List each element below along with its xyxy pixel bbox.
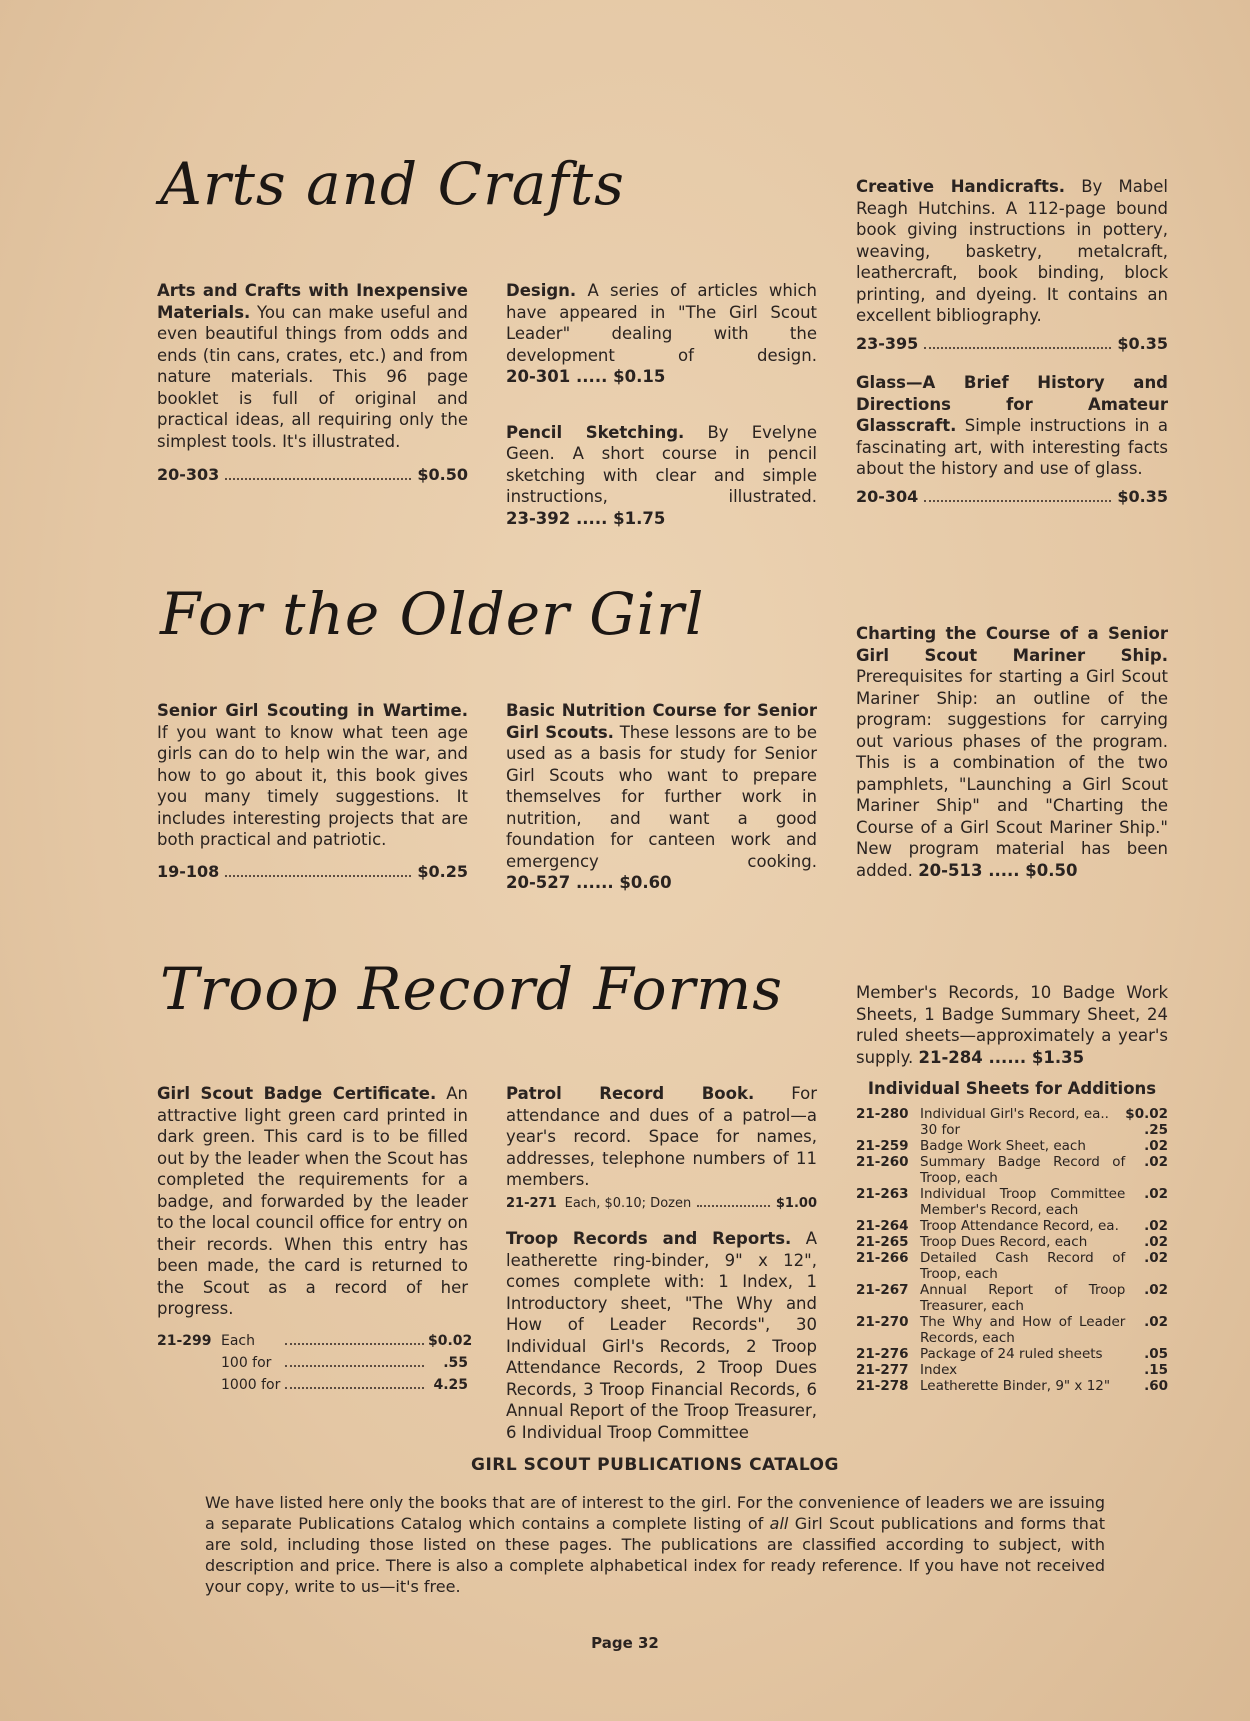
older-item-1-price-line: [157, 861, 468, 883]
older-item-1-title: Senior Girl Scouting in Wartime.: [157, 701, 468, 720]
badge-row: [157, 1352, 468, 1374]
sheet-code: 21-270: [856, 1313, 909, 1330]
arts-item-5-price-line: [856, 486, 1168, 508]
sheets-subhead: Individual Sheets for Additions: [867, 1079, 1157, 1098]
badge-row-price: 4.25: [433, 1376, 468, 1393]
sheets-table: [856, 1106, 1168, 1394]
table-row: [856, 1138, 1168, 1154]
troop-col-1: [157, 1083, 473, 1424]
sheet-desc: Detailed Cash Record of Troop, each: [920, 1249, 1126, 1282]
sheet-price: .02: [1144, 1153, 1168, 1170]
arts-item-4-title: Creative Handicrafts.: [856, 177, 1066, 196]
older-item-1-body: If you want to know what teen age girls can do to help win the war, and how to go about it, this book gives you many timely suggestions. It includes interesting projects that are both practical and patriotic.: [157, 722, 468, 849]
table-row: [856, 1154, 1168, 1186]
sheet-price: .02: [1144, 1313, 1168, 1330]
sheet-price: .02: [1144, 1281, 1168, 1298]
arts-item-3: Pencil Sketching. By Evelyne Geen. A short course in pencil sketching with clear and simple instructions, illustrated. 23-392 ..... $1.75: [506, 422, 817, 528]
leader-dots: [285, 1365, 424, 1367]
arts-col-3: [856, 176, 1168, 535]
sheet-code: 21-280: [856, 1105, 909, 1122]
sheet-desc: Annual Report of Troop Treasurer, each: [920, 1281, 1126, 1314]
older-item-2-body: These lessons are to be used as a basis for study for Senior Girl Scouts who want to prepare themselves for further work in nutrition, and want a good foundation for canteen work and emergency cooking.: [506, 722, 817, 871]
patrol-record-book: [506, 1083, 817, 1214]
badge-row: [157, 1374, 468, 1396]
sheet-code: 21-264: [856, 1217, 909, 1234]
sheet-code: 21-276: [856, 1345, 909, 1362]
sheet-code: 21-278: [856, 1377, 909, 1394]
older-item-3-body: Prerequisites for starting a Girl Scout Mariner Ship: an outline of the program: suggestions for carrying out various phases of the program. This is a combination of the two pamphlets, "Launching a Girl Scout Mariner Ship" and "Charting the Course of a Girl Scout Mariner Ship." New program material has been added.: [856, 667, 1168, 880]
arts-col-1: [157, 280, 468, 514]
badge-row-price: .55: [443, 1354, 468, 1371]
badge-certificate: [157, 1083, 473, 1396]
sheet-code: 21-266: [856, 1249, 909, 1266]
sheet-price: .02: [1144, 1217, 1168, 1234]
arts-item-5-price: $0.35: [1117, 486, 1168, 506]
sheet-code: 21-260: [856, 1153, 909, 1170]
older-item-1-code: 19-108: [157, 861, 220, 881]
arts-heading: Arts and Crafts: [160, 150, 625, 218]
leader-dots: [697, 1205, 770, 1207]
catalog-body-2: Girl Scout publications and forms that are sold, including those listed on these pages. The publications are classified according to subject, with description and price. There is also a complete alphabetical index for ready reference. If you have not received your copy, write to us—it's free.: [205, 1514, 1106, 1596]
badge-price-table: [157, 1330, 473, 1396]
troop-records-reports: [506, 1228, 817, 1443]
arts-item-2: Design. A series of articles which have appeared in "The Girl Scout Leader" dealing with the development of design. 20-301 ..... $0.15: [506, 281, 817, 386]
arts-item-2-code: 20-301: [506, 367, 571, 386]
arts-item-1-body: You can make useful and even beautiful things from odds and ends (tin cans, crates, etc.) and from nature materials. This 96 page booklet is full of original and practical ideas, all requiring only the simplest tools. It's illustrated.: [157, 302, 468, 451]
sheet-price: .60: [1144, 1377, 1168, 1394]
patrol-price: $1.00: [775, 1195, 817, 1211]
arts-item-5-title: Glass—A Brief History and Directions for Amateur Glasscraft.: [856, 373, 1168, 435]
sheet-price: $0.02: [1125, 1105, 1168, 1122]
arts-col-2: [506, 280, 817, 557]
sheet-price: .02: [1144, 1137, 1168, 1154]
sheet-code: 21-277: [856, 1361, 909, 1378]
arts-item-3-title: Pencil Sketching.: [506, 422, 685, 442]
page-number: Page 32: [591, 1634, 659, 1652]
older-item-1: [157, 700, 468, 882]
badge-row-label: Each: [221, 1332, 255, 1349]
sheet-desc: Package of 24 ruled sheets: [920, 1345, 1103, 1362]
sheet-desc: Individual Girl's Record, ea..: [920, 1105, 1109, 1122]
table-row: [856, 1378, 1168, 1394]
leader-dots: [225, 875, 411, 877]
older-item-2-code: 20-527: [506, 873, 571, 892]
older-item-3-title: Charting the Course of a Senior Girl Scout Mariner Ship.: [856, 624, 1168, 665]
arts-item-1-price-line: [157, 464, 468, 486]
sheet-code: 21-259: [856, 1137, 909, 1154]
sheet-desc: Individual Troop Committee Member's Record, each: [920, 1185, 1126, 1218]
older-col-2: [506, 700, 817, 922]
catalog-body-1: We have listed here only the books that are of interest to the girl. For the convenience of leaders we are issuing a separate Publications Catalog which contains a complete listing of: [205, 1493, 1105, 1533]
troop-heading: Troop Record Forms: [160, 955, 783, 1023]
arts-item-3-code: 23-392: [506, 508, 571, 528]
arts-item-3-price: $1.75: [613, 508, 666, 528]
troop-col-2: [506, 1083, 817, 1471]
older-item-3-price: $0.50: [1025, 860, 1078, 880]
arts-item-2-title: Design.: [506, 281, 577, 300]
sheet-desc: Summary Badge Record of Troop, each: [920, 1153, 1126, 1186]
older-item-2-price: $0.60: [619, 873, 672, 892]
sheet-desc: 30 for: [920, 1121, 961, 1138]
patrol-body: For attendance and dues of a patrol—a year's record. Space for names, addresses, telephone numbers of 11 members.: [506, 1084, 817, 1189]
patrol-title: Patrol Record Book.: [506, 1084, 755, 1103]
arts-item-4-code: 23-395: [856, 333, 919, 353]
arts-item-4-price-line: [856, 333, 1168, 355]
sheet-price: .15: [1144, 1361, 1168, 1378]
sheet-desc: Index: [920, 1361, 958, 1378]
badge-body: An attractive light green card printed in dark green. This card is to be filled out by the leader when the Scout has completed the requirements for a badge, and forwarded by the leader to the local council office for entry on their records. When this entry has been made, the card is returned to the Scout as a record of her progress.: [157, 1084, 468, 1318]
arts-item-1: [157, 280, 468, 486]
arts-item-1-title: Arts and Crafts with Inexpensive Materials.: [157, 281, 468, 322]
older-item-3-code: 20-513: [918, 860, 983, 880]
reports-title: Troop Records and Reports.: [506, 1229, 792, 1248]
arts-item-1-price: $0.50: [417, 465, 468, 484]
table-row: [856, 1218, 1168, 1234]
catalog-body-em: all: [769, 1514, 789, 1533]
reports-continued: Member's Records, 10 Badge Work Sheets, 1 Badge Summary Sheet, 24 ruled sheets—approximately a year's supply.: [856, 983, 1168, 1067]
sheet-desc: Troop Dues Record, each: [920, 1233, 1088, 1250]
sheet-desc: Leatherette Binder, 9" x 12": [920, 1377, 1111, 1394]
arts-item-3-body: By Evelyne Geen. A short course in pencil sketching with clear and simple instructions, illustrated.: [506, 422, 817, 506]
sheet-code: [856, 1122, 920, 1138]
catalog-note: [205, 1455, 1105, 1597]
arts-item-5-body: Simple instructions in a fascinating art, with interesting facts about the history and use of glass.: [856, 416, 1168, 478]
arts-item-5-code: 20-304: [856, 486, 919, 506]
table-row: [856, 1186, 1168, 1218]
patrol-code: 21-271: [506, 1195, 557, 1211]
table-row: [856, 1122, 1168, 1138]
older-col-3: [856, 623, 1168, 909]
older-col-1: [157, 700, 468, 910]
badge-code: 21-299: [157, 1332, 212, 1349]
badge-title: Girl Scout Badge Certificate.: [157, 1084, 437, 1103]
leader-dots: [924, 347, 1111, 349]
older-item-3: Charting the Course of a Senior Girl Scout Mariner Ship. Prerequisites for starting a Girl Scout Mariner Ship: an outline of the program: suggestions for carrying out various phases of the program. This is a combination of the two pamphlets, "Launching a Girl Scout Mariner Ship" and "Charting the Course of a Girl Scout Mariner Ship." New program material has been added. 20-513 ..... $0.50: [856, 624, 1168, 880]
patrol-price-line: [506, 1193, 817, 1215]
sheet-price: .02: [1144, 1249, 1168, 1266]
leader-dots: [924, 500, 1111, 502]
sheet-code: 21-267: [856, 1281, 909, 1298]
sheet-price: .02: [1144, 1233, 1168, 1250]
badge-row-label: 100 for: [221, 1354, 272, 1371]
arts-item-2-price: $0.15: [613, 367, 666, 386]
table-row: [856, 1314, 1168, 1346]
table-row: [856, 1234, 1168, 1250]
older-item-1-price: $0.25: [417, 861, 468, 881]
older-item-2: Basic Nutrition Course for Senior Girl Scouts. These lessons are to be used as a basis for study for Senior Girl Scouts who want to prepare themselves for further work in nutrition, and want a good foundation for canteen work and emergency cooking. 20-527 ...... $0.60: [506, 701, 817, 892]
sheet-code: 21-265: [856, 1233, 909, 1250]
leader-dots: [285, 1387, 424, 1389]
arts-item-4-price: $0.35: [1117, 333, 1168, 353]
arts-item-1-code: 20-303: [157, 465, 220, 484]
badge-row-label: 1000 for: [221, 1376, 281, 1393]
catalog-title: GIRL SCOUT PUBLICATIONS CATALOG: [471, 1455, 839, 1475]
leader-dots: [225, 478, 411, 480]
table-row: [856, 1362, 1168, 1378]
table-row: [856, 1346, 1168, 1362]
arts-item-4-body: By Mabel Reagh Hutchins. A 112-page bound book giving instructions in pottery, weaving, basketry, metalcraft, leathercraft, book binding, block printing, and dyeing. It contains an excellent bibliography.: [856, 177, 1169, 325]
table-row: [856, 1106, 1168, 1122]
older-item-2-title: Basic Nutrition Course for Senior Girl Scouts.: [506, 701, 817, 742]
sheet-desc: The Why and How of Leader Records, each: [920, 1313, 1126, 1346]
sheet-price: .02: [1144, 1185, 1168, 1202]
badge-row: [157, 1330, 473, 1352]
arts-item-2-body: A series of articles which have appeared in "The Girl Scout Leader" dealing with the development of design.: [506, 281, 817, 365]
arts-item-5: [856, 372, 1168, 507]
table-row: [856, 1282, 1168, 1314]
reports-price: $1.35: [1031, 1047, 1085, 1067]
sheet-price: .05: [1144, 1345, 1168, 1362]
reports-body: A leatherette ring-binder, 9" x 12", comes complete with: 1 Index, 1 Introductory sheet, "The Why and How of Leader Records", 30 Individual Girl's Records, 2 Troop Attendance Records, 2 Troop Dues Records, 3 Troop Financial Records, 6 Annual Report of the Troop Treasurer, 6 Individual Troop Committee: [506, 1229, 817, 1442]
leader-dots: [285, 1343, 424, 1345]
sheet-desc: Badge Work Sheet, each: [920, 1137, 1086, 1154]
patrol-each: Each, $0.10; Dozen: [564, 1195, 692, 1211]
troop-col-3: Member's Records, 10 Badge Work Sheets, 1 Badge Summary Sheet, 24 ruled sheets—approximately a year's supply. 21-284 ...... $1.35 Individual Sheets for Additions 21-280 Individual Girl's Record, ea.. $0.02 30 for .25 21-259 Badge Work Sheet, each .02 21-260 Summary Badge Record of Troop, each .02 21-263 Individual Troop Committee Member's Record, each .02 21-264 Troop Attendance Record, ea. .02 21-265 Troop Dues Record, each .02 21-266 Detailed Cash Record of Troop, each .02 21-267 Annual Report of Troop Treasurer, each .02 21-270 The Why and How of Leader Records, each .02 21-276 Package of 24 ruled sheets .05 21-277 Index .15 21-278 Leatherette Binder, 9" x 12" .60: [856, 983, 1168, 1394]
badge-row-price: $0.02: [428, 1332, 473, 1349]
older-heading: For the Older Girl: [160, 580, 705, 648]
sheet-code: 21-263: [856, 1185, 909, 1202]
sheet-desc: Troop Attendance Record, ea.: [920, 1217, 1119, 1234]
reports-code: 21-284: [918, 1047, 983, 1067]
arts-item-4: [856, 176, 1168, 354]
table-row: [856, 1250, 1168, 1282]
sheet-price: .25: [1144, 1121, 1168, 1138]
